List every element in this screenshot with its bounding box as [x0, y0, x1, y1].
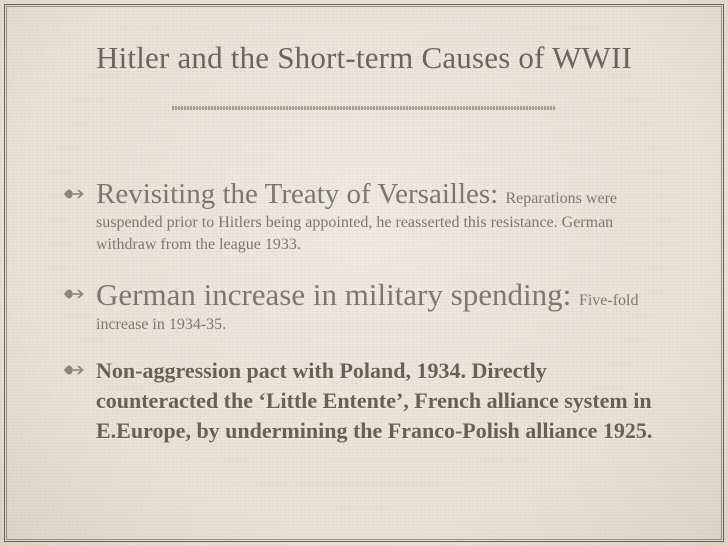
fleuron-arrow-icon	[62, 187, 84, 201]
bullet-detail-text: Reparations were suspended prior to Hitlers being appointed, he reasserted this resistance. German withdraw from the league 1933.	[96, 190, 617, 253]
bullet-item-military-spending	[62, 276, 674, 336]
bullet-item-poland-pact	[62, 356, 674, 446]
bullet-item-versailles	[62, 176, 674, 256]
bullet-lead-text: Revisiting the Treaty of Versailles:	[96, 178, 506, 210]
bullet-list	[62, 176, 674, 446]
title-underline	[172, 106, 556, 110]
slide-title: Hitler and the Short-term Causes of WWII	[96, 40, 632, 75]
fleuron-arrow-icon	[62, 363, 84, 377]
bullet-detail-text: Five-fold increase in 1934-35.	[96, 292, 639, 333]
fleuron-arrow-icon	[62, 287, 84, 301]
bullet-bold-text: Non-aggression pact with Poland, 1934. Directly counteracted the ‘Little Entente’, French alliance system in E.Europe, by undermining the Franco-Polish alliance 1925.	[96, 358, 653, 443]
bullet-lead-text: German increase in military spending:	[96, 277, 579, 312]
